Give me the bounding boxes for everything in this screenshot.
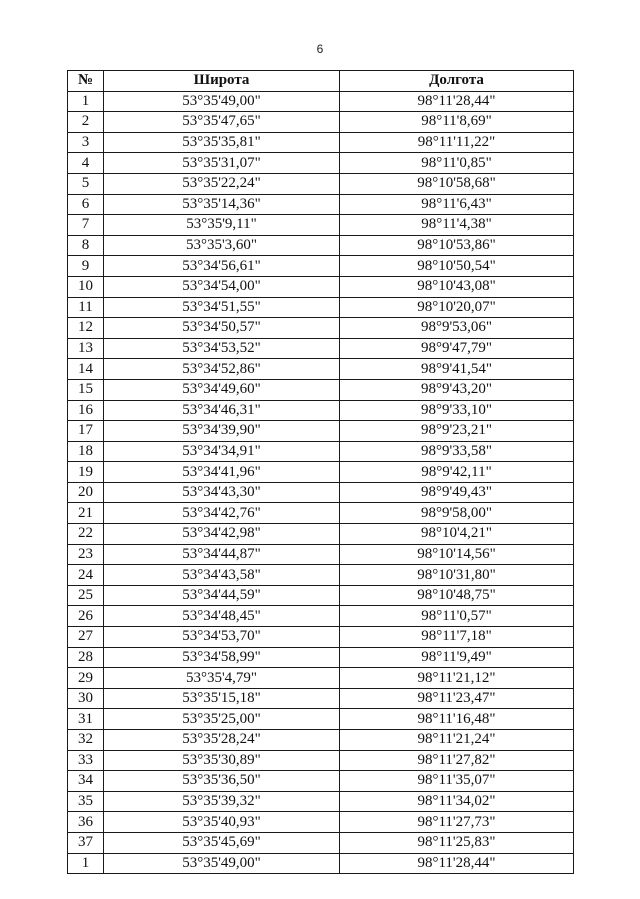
point-number-cell: 27 — [68, 627, 104, 648]
point-number-cell: 10 — [68, 276, 104, 297]
point-number-cell: 23 — [68, 544, 104, 565]
latitude-cell: 53°35'4,79" — [104, 668, 340, 689]
longitude-cell: 98°11'0,85" — [340, 153, 574, 174]
point-number-cell: 7 — [68, 215, 104, 236]
table-row — [68, 730, 574, 751]
longitude-cell: 98°10'31,80" — [340, 565, 574, 586]
point-number-cell: 21 — [68, 503, 104, 524]
longitude-cell: 98°11'21,24" — [340, 730, 574, 751]
point-number-cell: 17 — [68, 421, 104, 442]
longitude-cell: 98°11'11,22" — [340, 132, 574, 153]
longitude-cell: 98°10'4,21" — [340, 524, 574, 545]
longitude-cell: 98°9'23,21" — [340, 421, 574, 442]
table-row — [68, 112, 574, 133]
longitude-cell: 98°11'28,44" — [340, 91, 574, 112]
latitude-cell: 53°35'40,93" — [104, 812, 340, 833]
longitude-cell: 98°9'42,11" — [340, 462, 574, 483]
latitude-cell: 53°35'14,36" — [104, 194, 340, 215]
point-number-cell: 22 — [68, 524, 104, 545]
point-number-cell: 19 — [68, 462, 104, 483]
table-row — [68, 338, 574, 359]
table-row — [68, 379, 574, 400]
table-row — [68, 688, 574, 709]
point-number-cell: 32 — [68, 730, 104, 751]
point-number-cell: 25 — [68, 585, 104, 606]
latitude-cell: 53°34'51,55" — [104, 297, 340, 318]
point-number-cell: 1 — [68, 853, 104, 874]
point-number-cell: 28 — [68, 647, 104, 668]
table-row — [68, 606, 574, 627]
point-number-cell: 2 — [68, 112, 104, 133]
latitude-cell: 53°34'53,70" — [104, 627, 340, 648]
longitude-cell: 98°10'58,68" — [340, 173, 574, 194]
latitude-cell: 53°34'54,00" — [104, 276, 340, 297]
longitude-cell: 98°11'4,38" — [340, 215, 574, 236]
longitude-cell: 98°10'53,86" — [340, 235, 574, 256]
table-row — [68, 132, 574, 153]
longitude-cell: 98°9'49,43" — [340, 482, 574, 503]
page-number: 6 — [316, 42, 324, 56]
longitude-cell: 98°9'33,58" — [340, 441, 574, 462]
latitude-cell: 53°34'48,45" — [104, 606, 340, 627]
point-number-cell: 9 — [68, 256, 104, 277]
latitude-cell: 53°34'58,99" — [104, 647, 340, 668]
point-number-cell: 33 — [68, 750, 104, 771]
longitude-cell: 98°11'6,43" — [340, 194, 574, 215]
latitude-cell: 53°34'42,76" — [104, 503, 340, 524]
table-row — [68, 771, 574, 792]
latitude-cell: 53°34'39,90" — [104, 421, 340, 442]
longitude-cell: 98°9'47,79" — [340, 338, 574, 359]
point-number-cell: 12 — [68, 318, 104, 339]
longitude-cell: 98°10'43,08" — [340, 276, 574, 297]
point-number-cell: 35 — [68, 791, 104, 812]
point-number-cell: 26 — [68, 606, 104, 627]
table-row — [68, 503, 574, 524]
latitude-cell: 53°35'3,60" — [104, 235, 340, 256]
table-row — [68, 173, 574, 194]
table-row — [68, 791, 574, 812]
table-row — [68, 565, 574, 586]
longitude-cell: 98°11'34,02" — [340, 791, 574, 812]
longitude-cell: 98°11'27,73" — [340, 812, 574, 833]
table-row — [68, 832, 574, 853]
latitude-cell: 53°34'41,96" — [104, 462, 340, 483]
point-number-cell: 4 — [68, 153, 104, 174]
latitude-cell: 53°35'28,24" — [104, 730, 340, 751]
point-number-cell: 29 — [68, 668, 104, 689]
point-number-cell: 34 — [68, 771, 104, 792]
longitude-cell: 98°11'25,83" — [340, 832, 574, 853]
table-row — [68, 256, 574, 277]
table-row — [68, 359, 574, 380]
latitude-cell: 53°35'30,89" — [104, 750, 340, 771]
table-row — [68, 421, 574, 442]
table-row — [68, 524, 574, 545]
latitude-cell: 53°35'35,81" — [104, 132, 340, 153]
longitude-cell: 98°11'7,18" — [340, 627, 574, 648]
table-header-row — [68, 71, 574, 92]
point-number-cell: 8 — [68, 235, 104, 256]
table-row — [68, 812, 574, 833]
point-number-cell: 14 — [68, 359, 104, 380]
longitude-cell: 98°11'35,07" — [340, 771, 574, 792]
table-row — [68, 668, 574, 689]
latitude-cell: 53°34'53,52" — [104, 338, 340, 359]
point-number-cell: 24 — [68, 565, 104, 586]
latitude-cell: 53°34'43,58" — [104, 565, 340, 586]
column-header-longitude: Долгота — [340, 71, 574, 92]
table-row — [68, 276, 574, 297]
point-number-cell: 30 — [68, 688, 104, 709]
point-number-cell: 36 — [68, 812, 104, 833]
latitude-cell: 53°34'43,30" — [104, 482, 340, 503]
latitude-cell: 53°34'42,98" — [104, 524, 340, 545]
latitude-cell: 53°35'31,07" — [104, 153, 340, 174]
latitude-cell: 53°35'39,32" — [104, 791, 340, 812]
table-row — [68, 153, 574, 174]
table-row — [68, 709, 574, 730]
table-row — [68, 750, 574, 771]
latitude-cell: 53°35'9,11" — [104, 215, 340, 236]
latitude-cell: 53°35'45,69" — [104, 832, 340, 853]
longitude-cell: 98°11'28,44" — [340, 853, 574, 874]
latitude-cell: 53°35'47,65" — [104, 112, 340, 133]
point-number-cell: 11 — [68, 297, 104, 318]
latitude-cell: 53°34'46,31" — [104, 400, 340, 421]
point-number-cell: 13 — [68, 338, 104, 359]
longitude-cell: 98°10'50,54" — [340, 256, 574, 277]
point-number-cell: 15 — [68, 379, 104, 400]
point-number-cell: 18 — [68, 441, 104, 462]
latitude-cell: 53°35'49,00" — [104, 91, 340, 112]
latitude-cell: 53°35'49,00" — [104, 853, 340, 874]
longitude-cell: 98°10'14,56" — [340, 544, 574, 565]
latitude-cell: 53°34'44,87" — [104, 544, 340, 565]
longitude-cell: 98°11'21,12" — [340, 668, 574, 689]
table-row — [68, 585, 574, 606]
table-row — [68, 544, 574, 565]
point-number-cell: 3 — [68, 132, 104, 153]
longitude-cell: 98°9'33,10" — [340, 400, 574, 421]
longitude-cell: 98°11'27,82" — [340, 750, 574, 771]
longitude-cell: 98°9'41,54" — [340, 359, 574, 380]
longitude-cell: 98°10'48,75" — [340, 585, 574, 606]
coordinates-table — [67, 70, 574, 874]
table-body — [68, 91, 574, 874]
point-number-cell: 6 — [68, 194, 104, 215]
table-row — [68, 853, 574, 874]
table-row — [68, 215, 574, 236]
table-row — [68, 462, 574, 483]
table-row — [68, 91, 574, 112]
table-row — [68, 318, 574, 339]
longitude-cell: 98°11'23,47" — [340, 688, 574, 709]
point-number-cell: 5 — [68, 173, 104, 194]
latitude-cell: 53°35'36,50" — [104, 771, 340, 792]
table-row — [68, 297, 574, 318]
point-number-cell: 20 — [68, 482, 104, 503]
point-number-cell: 31 — [68, 709, 104, 730]
longitude-cell: 98°9'43,20" — [340, 379, 574, 400]
table-row — [68, 441, 574, 462]
point-number-cell: 37 — [68, 832, 104, 853]
longitude-cell: 98°11'16,48" — [340, 709, 574, 730]
longitude-cell: 98°11'0,57" — [340, 606, 574, 627]
table-row — [68, 482, 574, 503]
latitude-cell: 53°34'44,59" — [104, 585, 340, 606]
table-row — [68, 647, 574, 668]
latitude-cell: 53°34'52,86" — [104, 359, 340, 380]
table-row — [68, 235, 574, 256]
table-row — [68, 400, 574, 421]
latitude-cell: 53°35'25,00" — [104, 709, 340, 730]
table-row — [68, 627, 574, 648]
latitude-cell: 53°34'34,91" — [104, 441, 340, 462]
column-header-latitude: Широта — [104, 71, 340, 92]
longitude-cell: 98°9'58,00" — [340, 503, 574, 524]
point-number-cell: 16 — [68, 400, 104, 421]
latitude-cell: 53°34'49,60" — [104, 379, 340, 400]
longitude-cell: 98°11'9,49" — [340, 647, 574, 668]
point-number-cell: 1 — [68, 91, 104, 112]
latitude-cell: 53°35'15,18" — [104, 688, 340, 709]
longitude-cell: 98°10'20,07" — [340, 297, 574, 318]
latitude-cell: 53°35'22,24" — [104, 173, 340, 194]
latitude-cell: 53°34'50,57" — [104, 318, 340, 339]
column-header-number: № — [68, 71, 104, 92]
longitude-cell: 98°11'8,69" — [340, 112, 574, 133]
table-row — [68, 194, 574, 215]
latitude-cell: 53°34'56,61" — [104, 256, 340, 277]
longitude-cell: 98°9'53,06" — [340, 318, 574, 339]
